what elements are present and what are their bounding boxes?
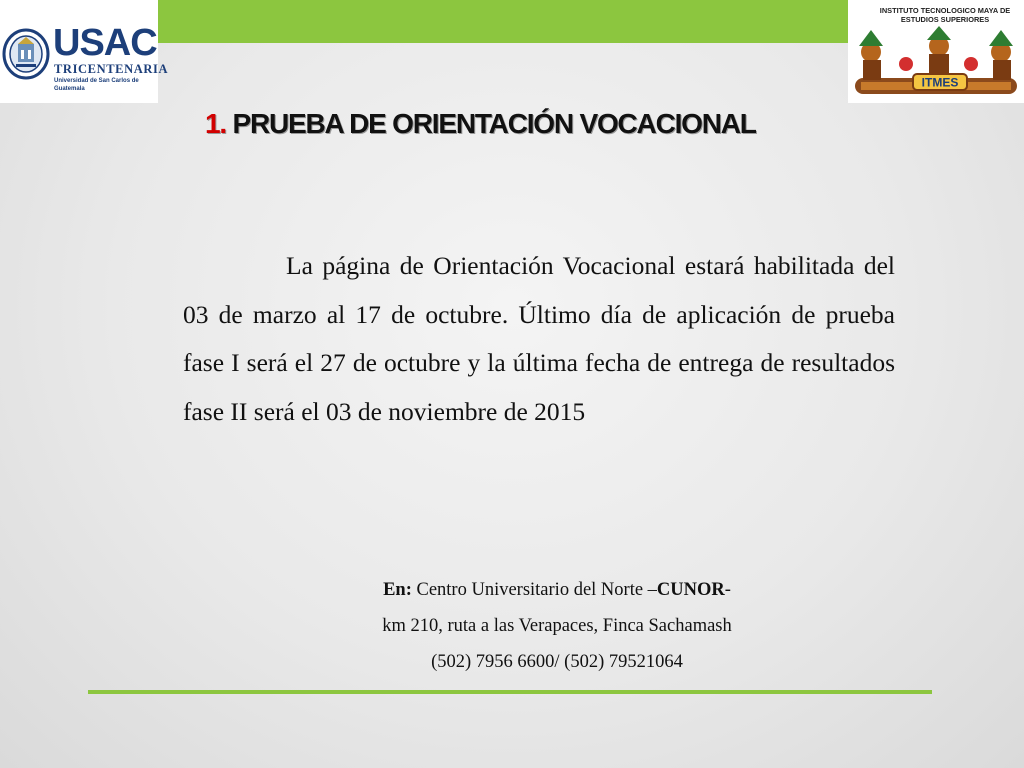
contact-block: [180, 572, 934, 680]
title-number: 1.: [205, 108, 226, 139]
contact-address: km 210, ruta a las Verapaces, Finca Sachamash: [382, 616, 732, 636]
usac-university: Universidad de San Carlos de Guatemala: [54, 78, 139, 92]
title-text: PRUEBA DE ORIENTACIÓN VOCACIONAL: [225, 108, 756, 139]
contact-en-label: En:: [383, 580, 412, 600]
bottom-divider: [88, 690, 932, 694]
mayan-figures-icon: [851, 24, 1021, 102]
contact-phones: (502) 7956 6600/ (502) 79521064: [431, 652, 683, 672]
usac-seal-icon: [2, 28, 50, 80]
top-accent-bar: [158, 0, 848, 43]
itmes-badge: ITMES: [921, 75, 959, 90]
contact-location: [180, 572, 934, 608]
slide-title: [205, 104, 865, 144]
itmes-title: [875, 6, 1015, 24]
itmes-title-line2: ESTUDIOS SUPERIORES: [900, 15, 990, 24]
usac-name: USAC: [53, 22, 157, 64]
usac-logo: [0, 0, 169, 103]
usac-subtitle: TRICENTENARIA: [54, 62, 169, 76]
contact-location-abbr: CUNOR: [656, 580, 725, 600]
contact-location-post: -: [724, 580, 731, 600]
body-paragraph: La página de Orientación Vocacional estará habilitada del 03 de marzo al 17 de octubre. Último día de aplicación de prueba fase I será el 27 de octubre y la última fecha de entrega de resultados fase II será el 03 de noviembre de 2015: [183, 251, 895, 426]
contact-location-pre: Centro Universitario del Norte –: [411, 580, 657, 600]
itmes-title-line1: INSTITUTO TECNOLOGICO MAYA DE: [879, 6, 1011, 15]
